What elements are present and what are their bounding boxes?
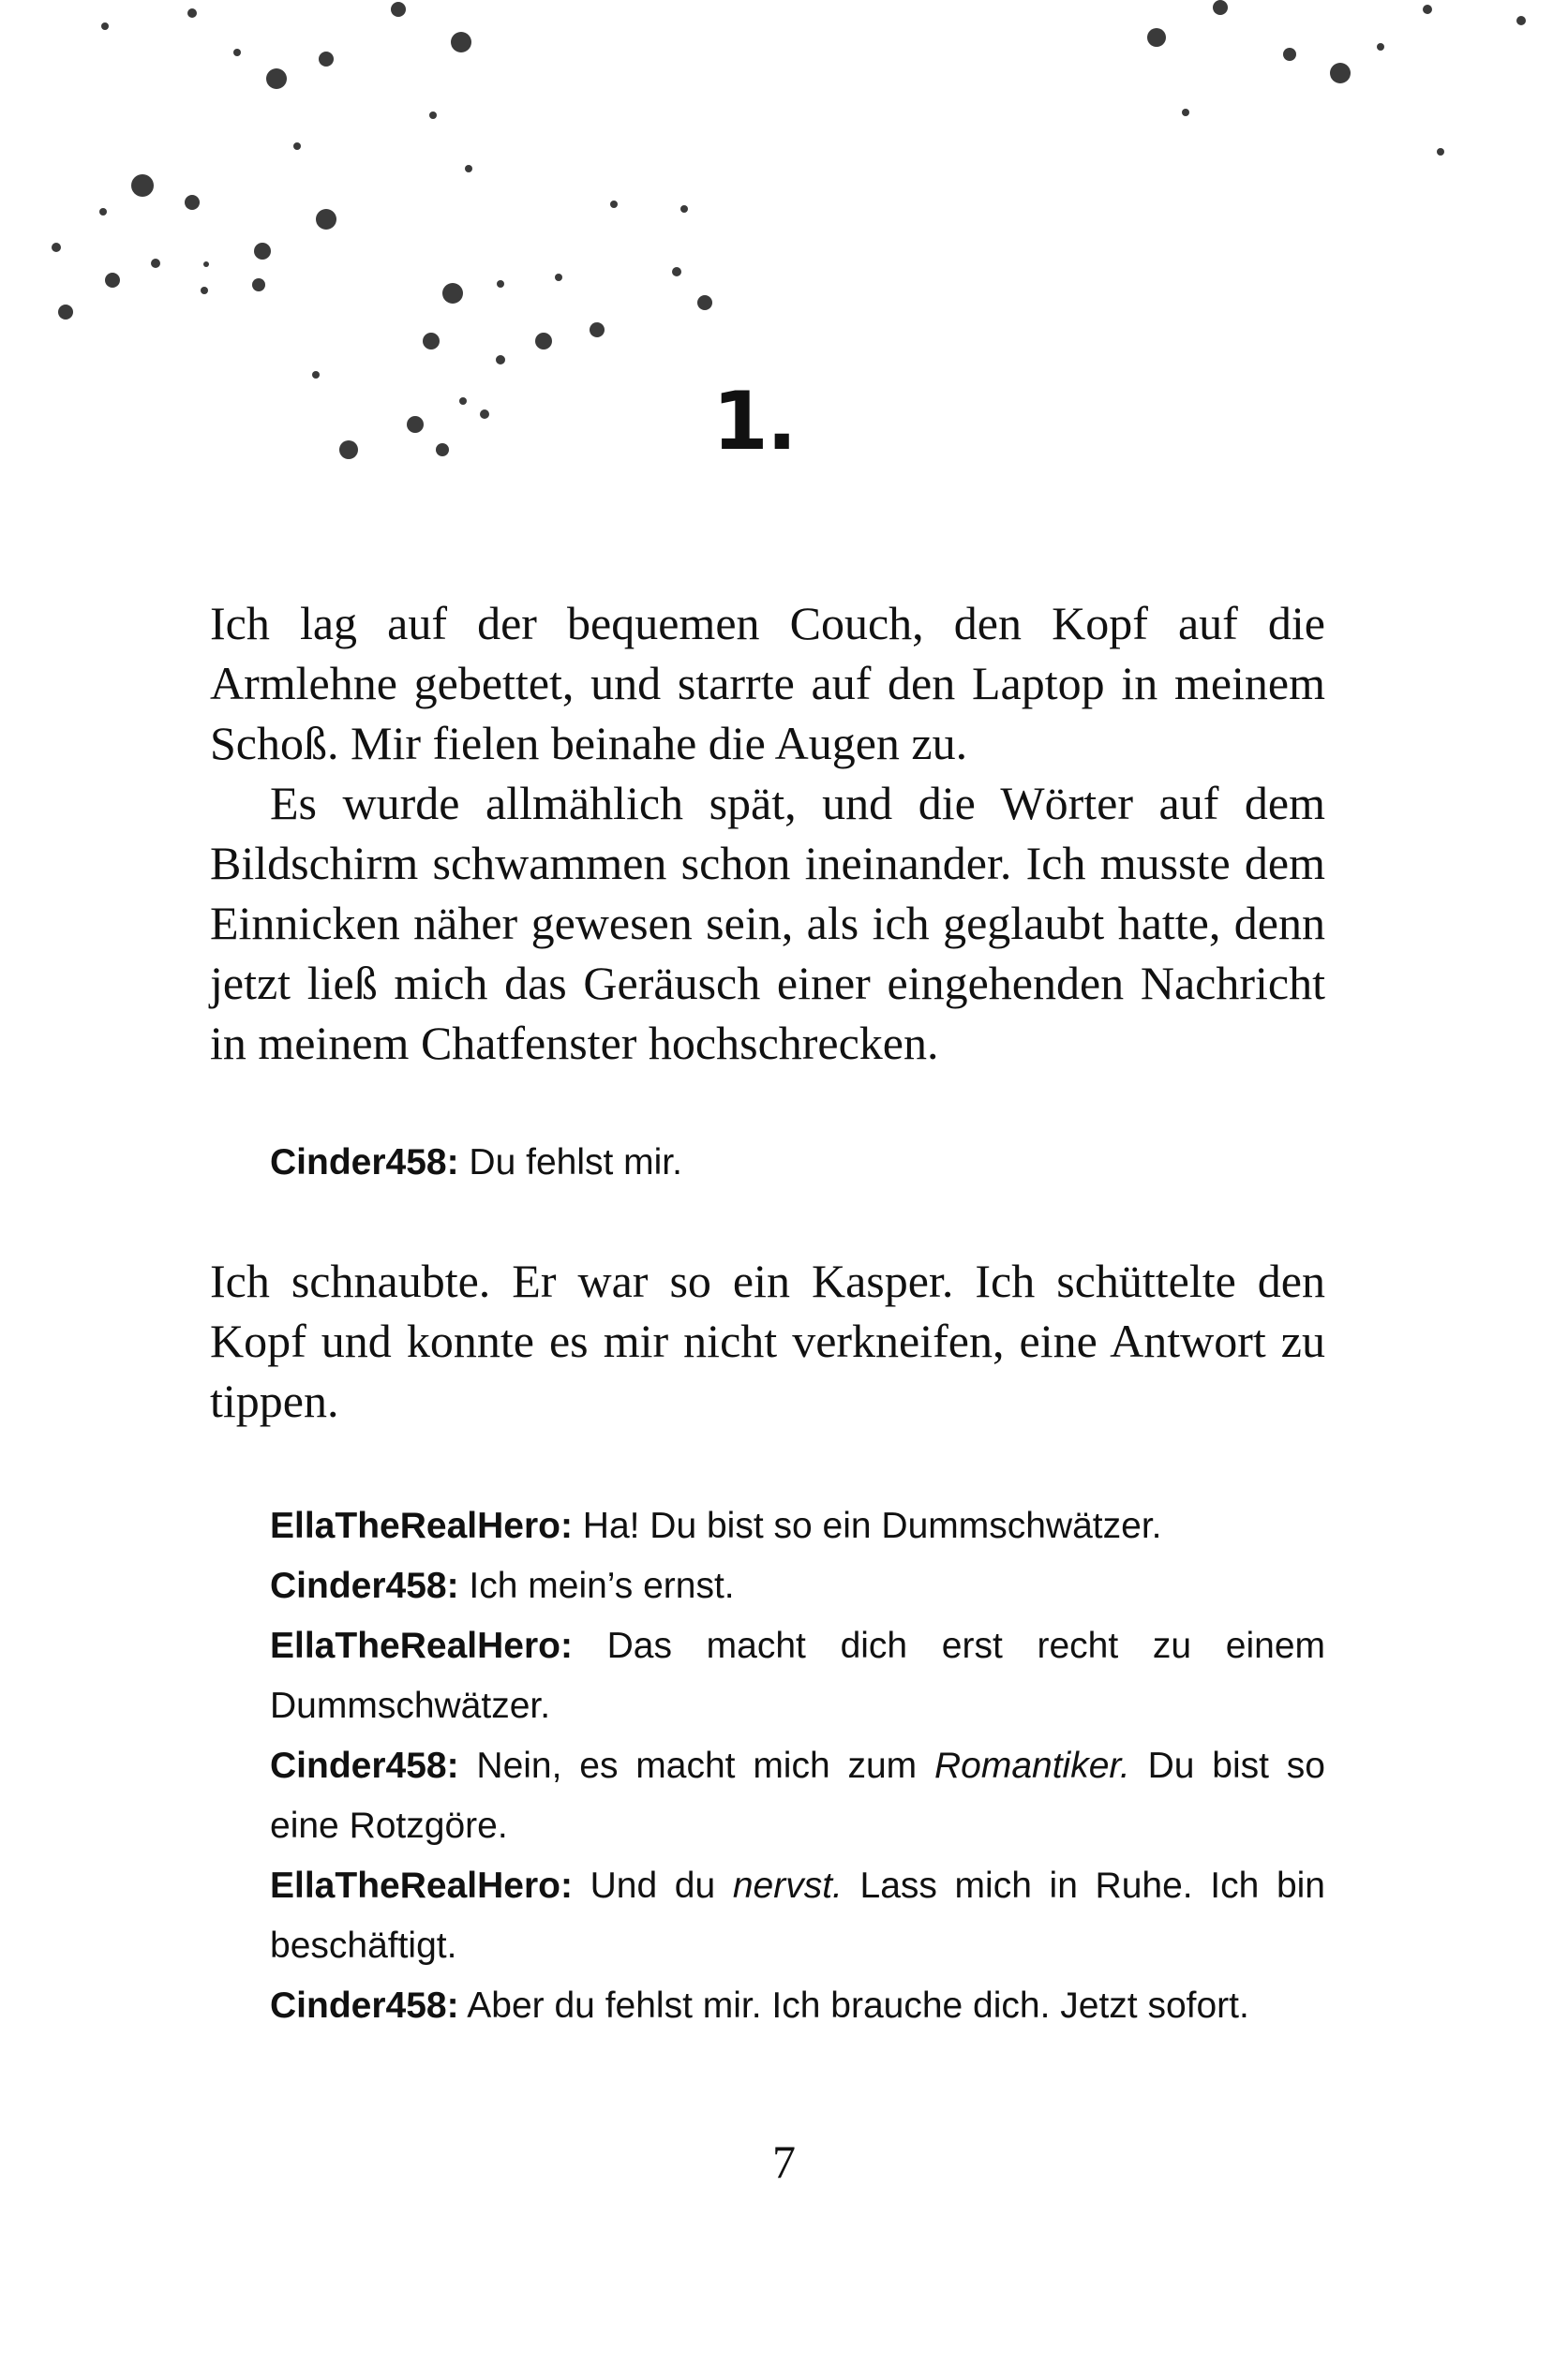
chat-emphasis: Romantiker. <box>933 1746 1130 1786</box>
chat-message <box>270 1976 1325 2036</box>
chat-text: Ha! Du bist so ein Dummschwätzer. <box>572 1506 1162 1546</box>
chat-username: Cinder458: <box>270 1566 459 1606</box>
chat-message <box>270 1496 1325 1556</box>
chat-username: EllaTheRealHero: <box>270 1506 573 1546</box>
chat-username: Cinder458: <box>270 1986 459 2026</box>
paragraph: Ich lag auf der bequemen Couch, den Kopf auf die Armlehne gebettet, und starrte auf den Laptop in meinem Schoß. Mir fielen beinahe die Augen zu. <box>210 597 1325 769</box>
chat-block-2 <box>270 1496 1325 2036</box>
chat-text: Ich mein’s ernst. <box>458 1566 735 1606</box>
chat-username: Cinder458: <box>270 1142 459 1183</box>
chat-text: Du bist so eine Rotzgöre. <box>270 1746 1325 1846</box>
paragraph: Ich schnaubte. Er war so ein Kasper. Ich schüttelte den Kopf und konnte es mir nicht verkneifen, eine Antwort zu tippen. <box>210 1255 1325 1427</box>
chat-text: Du fehlst mir. <box>458 1142 682 1183</box>
chat-username: EllaTheRealHero: <box>270 1866 573 1906</box>
chat-text: Das macht dich erst recht zu einem Dummschwätzer. <box>270 1626 1325 1726</box>
chat-text: Lass mich in Ruhe. Ich bin beschäftigt. <box>270 1866 1325 1966</box>
chat-text: Und du <box>572 1866 733 1906</box>
chat-emphasis: nervst. <box>732 1866 843 1906</box>
chat-text: Aber du fehlst mir. Ich brauche dich. Jetzt sofort. <box>458 1986 1249 2026</box>
chat-message <box>270 1736 1325 1856</box>
paragraph: Es wurde allmählich spät, und die Wörter auf dem Bildschirm schwammen schon ineinander. Ich musste dem Einnicken näher gewesen sein, als ich geglaubt hatte, denn jetzt ließ mich das Geräusch einer eingehenden Nachricht in meinem Chatfenster hochschrecken. <box>210 777 1325 1069</box>
chat-message <box>270 1856 1325 1976</box>
chat-text: Nein, es macht mich zum <box>458 1746 934 1786</box>
chat-message <box>270 1556 1325 1616</box>
chat-username: EllaTheRealHero: <box>270 1626 573 1666</box>
chat-message <box>270 1133 1325 1193</box>
prose-block-2 <box>210 1251 1325 1431</box>
chat-message <box>270 1616 1325 1736</box>
chat-username: Cinder458: <box>270 1746 459 1786</box>
prose-block-1 <box>210 593 1325 1073</box>
chapter-number: 1. <box>712 375 796 469</box>
chat-block-1 <box>270 1133 1325 1193</box>
page-number: 7 <box>772 2135 796 2188</box>
